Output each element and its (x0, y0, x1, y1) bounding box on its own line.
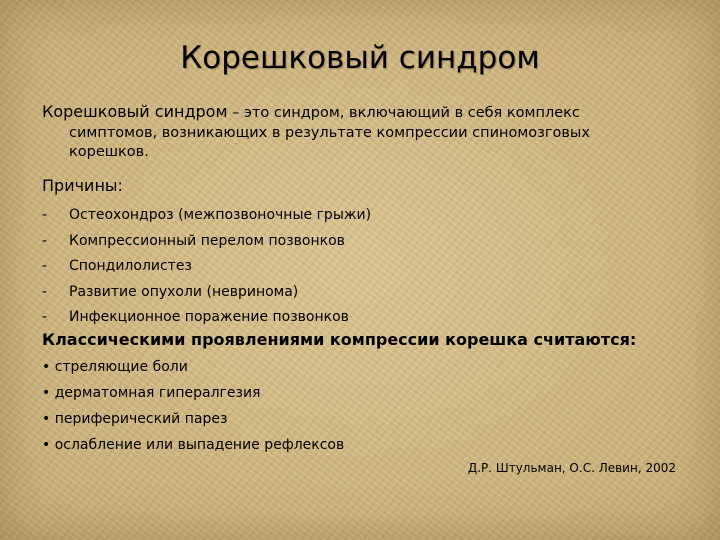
cause-item (42, 256, 371, 282)
citation: Д.Р. Штульман, О.С. Левин, 2002 (467, 461, 676, 475)
causes-heading: Причины: (42, 176, 123, 195)
cause-item (42, 231, 371, 257)
cause-text: Остеохондроз (межпозвоночные грыжи) (69, 207, 372, 223)
cause-text: Развитие опухоли (невринома) (69, 283, 299, 300)
dash-marker: - (42, 207, 48, 223)
dash-marker: - (42, 258, 48, 274)
cause-text: Компрессионный перелом позвонков (69, 232, 345, 249)
cause-item (42, 282, 371, 308)
definition-dash: – (227, 105, 244, 121)
dash-marker: - (42, 309, 48, 325)
cause-text: Спондилолистез (69, 258, 192, 274)
definition-text-line-1: это синдром, включающий в себя комплекс (244, 105, 580, 121)
causes-list (42, 205, 371, 333)
cause-item (42, 307, 371, 333)
manifestation-item: • ослабление или выпадение рефлексов (42, 437, 345, 453)
cause-item (42, 205, 371, 231)
manifestation-item: • дерматомная гипералгезия (42, 385, 261, 401)
definition-term: Корешковый синдром (42, 102, 228, 121)
manifestation-item: • периферический парез (42, 411, 228, 427)
slide-title: Корешковый синдром (180, 40, 540, 76)
manifestations-list (42, 357, 344, 461)
dash-marker: - (42, 283, 48, 300)
cause-text: Инфекционное поражение позвонков (69, 309, 349, 325)
manifestation-item: • стреляющие боли (42, 359, 188, 375)
definition-paragraph (42, 101, 662, 162)
dash-marker: - (42, 232, 48, 249)
definition-text-line-2: симптомов, возникающих в результате компрессии спиномозговых (69, 125, 590, 141)
definition-text-line-3: корешков. (69, 144, 149, 160)
manifestations-heading: Классическими проявлениями компрессии корешка считаются: (42, 330, 637, 349)
